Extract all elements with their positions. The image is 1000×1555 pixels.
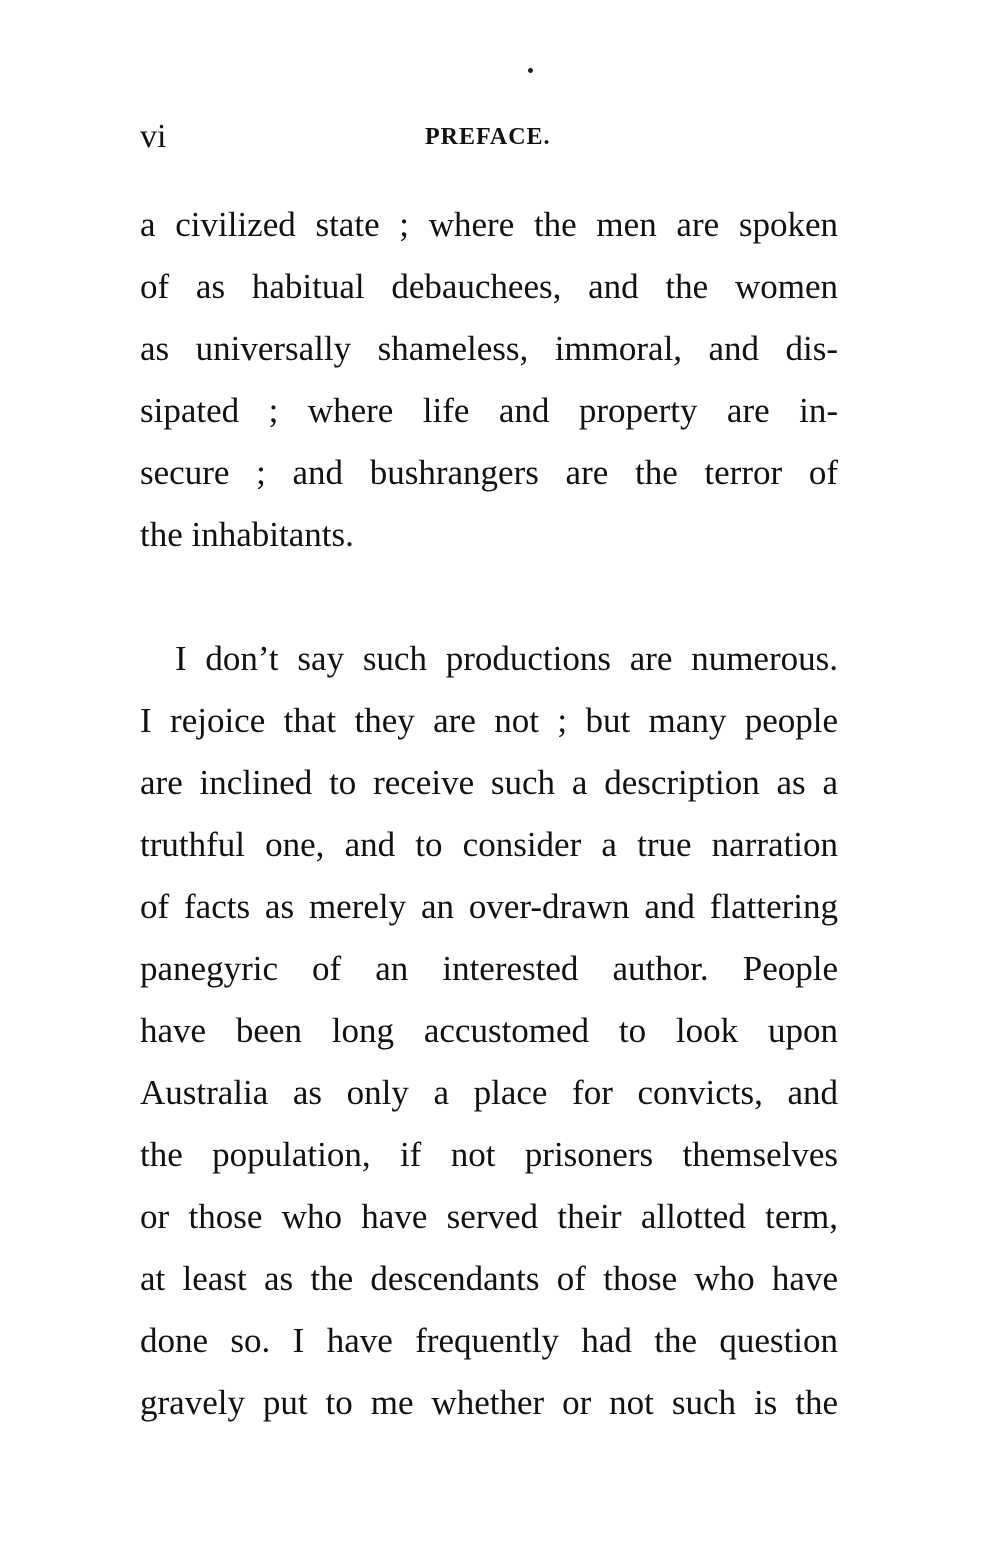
paragraph-gap — [140, 566, 838, 628]
page-header — [140, 118, 838, 162]
text-line: panegyric of an interested author. People — [140, 949, 838, 988]
text-line: a civilized state ; where the men are spoken — [140, 205, 838, 244]
paragraph — [140, 628, 838, 1434]
text-line: sipated ; where life and property are in- — [140, 391, 838, 430]
paragraph — [140, 194, 838, 566]
text-line: I don’t say such productions are numerous. — [175, 639, 838, 678]
text-line: the population, if not prisoners themselves — [140, 1135, 838, 1174]
text-line: of as habitual debauchees, and the women — [140, 267, 838, 306]
text-line: secure ; and bushrangers are the terror of — [140, 453, 838, 492]
text-line: I rejoice that they are not ; but many people — [140, 701, 838, 740]
text-line: Australia as only a place for convicts, and — [140, 1073, 838, 1112]
body-text — [140, 194, 838, 1434]
page-number: vi — [140, 118, 167, 155]
text-line: of facts as merely an over-drawn and flattering — [140, 887, 838, 926]
text-line: have been long accustomed to look upon — [140, 1011, 838, 1050]
scan-speck — [528, 68, 533, 73]
text-line: are inclined to receive such a description as a — [140, 763, 838, 802]
text-line: gravely put to me whether or not such is the — [140, 1383, 838, 1422]
text-line: as universally shameless, immoral, and dis- — [140, 329, 838, 368]
text-line: the inhabitants. — [140, 515, 354, 554]
text-line: truthful one, and to consider a true narration — [140, 825, 838, 864]
text-line: at least as the descendants of those who have — [140, 1259, 838, 1298]
text-line: or those who have served their allotted term, — [140, 1197, 838, 1236]
text-line: done so. I have frequently had the question — [140, 1321, 838, 1360]
running-title: PREFACE. — [425, 124, 551, 150]
